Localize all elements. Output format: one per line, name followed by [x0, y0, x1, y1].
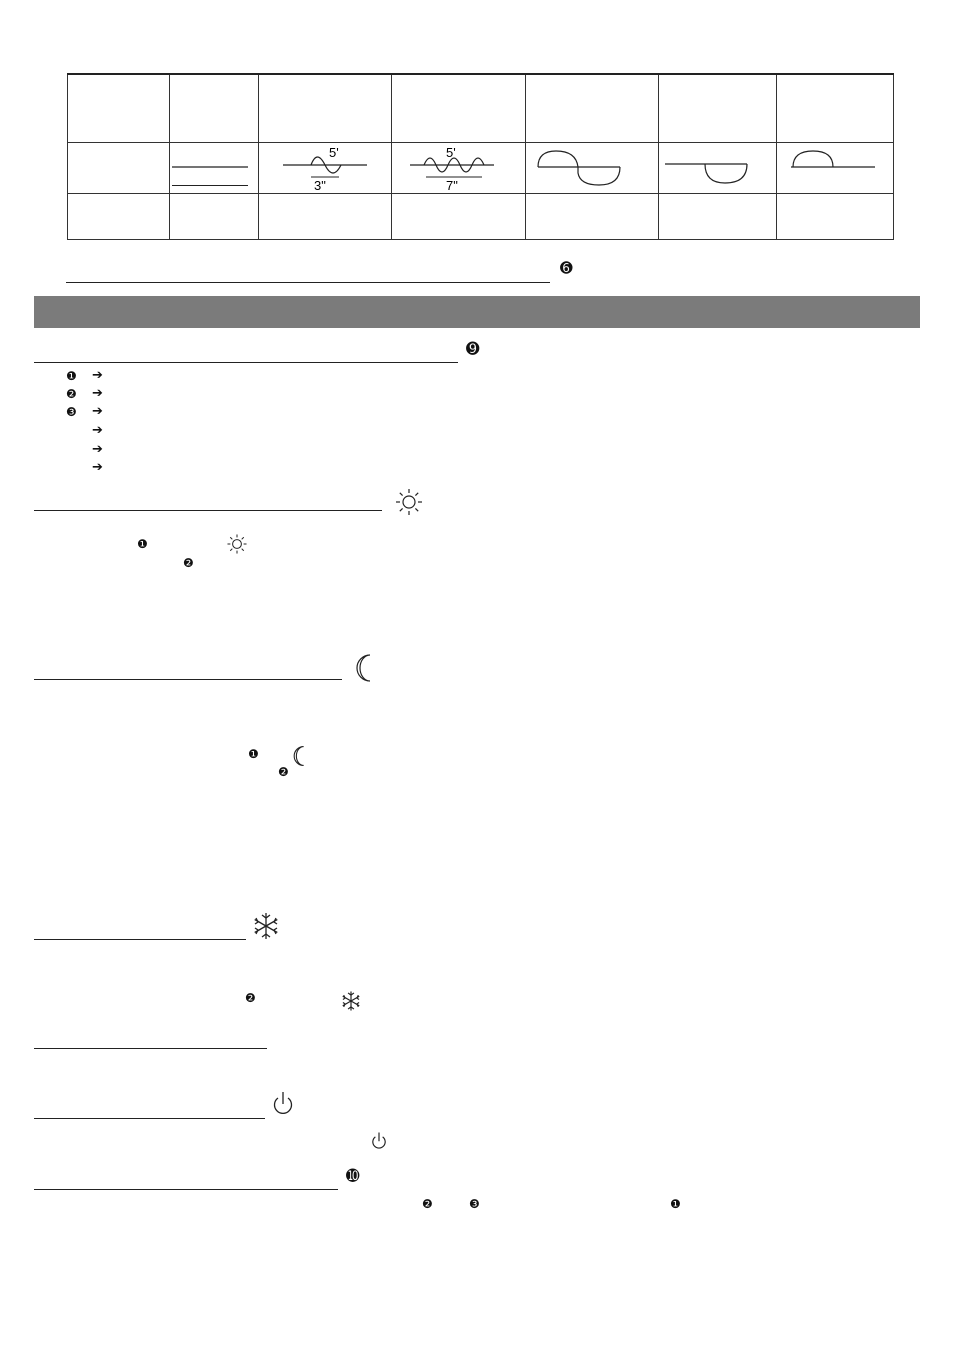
step-marker-2: ❷: [422, 1197, 433, 1211]
section-heading-underline: [34, 939, 246, 940]
table-cell: [259, 193, 392, 239]
table-header-cell: [659, 74, 777, 142]
section-heading-underline: [34, 679, 342, 680]
table-header-cell: [170, 74, 259, 142]
section-ref-marker: ➓: [346, 1166, 360, 1185]
arrow-icon: ➔: [92, 442, 103, 457]
arrow-icon: ➔: [92, 460, 103, 475]
table-header-cell: [68, 74, 170, 142]
step-marker-1: ❶: [248, 747, 259, 761]
step-marker-3: ❸: [66, 405, 77, 419]
section-heading-underline: [34, 1118, 265, 1119]
section-heading-underline: [34, 1189, 338, 1190]
moon-icon: [292, 745, 308, 767]
table-header-cell: [526, 74, 659, 142]
table-row-label-cell: [68, 142, 170, 193]
wave-bottom-label: 7": [446, 177, 458, 193]
step-marker-2: ❷: [278, 765, 289, 779]
wave-5-3-pattern: [259, 143, 392, 193]
section-heading-underline: [34, 1048, 267, 1049]
wave-bottom-label: 3": [314, 177, 326, 193]
table-cell: [659, 193, 777, 239]
sun-icon: [226, 533, 248, 555]
table-cell: [170, 193, 259, 239]
section-heading-underline: [34, 362, 458, 363]
step-marker-2: ❷: [183, 556, 194, 570]
table-header-cell: [777, 74, 894, 142]
step-marker-1: ❶: [66, 369, 77, 383]
section-ref-marker: ➒: [466, 339, 480, 358]
step-marker-1: ❶: [670, 1197, 681, 1211]
arrow-icon: ➔: [92, 386, 103, 401]
table-caption-underline: [66, 282, 550, 283]
pattern-full-wave-cell: [526, 142, 659, 193]
table-cell: [777, 193, 894, 239]
power-icon: [272, 1090, 294, 1116]
snowflake-icon: [340, 990, 362, 1012]
step-marker-2: ❷: [66, 387, 77, 401]
sun-icon: [394, 487, 424, 517]
section-heading-underline: [34, 510, 382, 511]
wave-top-label: 5': [329, 144, 339, 160]
wave-top-label: 5': [446, 144, 456, 160]
arrow-icon: ➔: [92, 404, 103, 419]
crest-pattern: [777, 143, 894, 193]
table-header-cell: [259, 74, 392, 142]
moon-icon: [354, 653, 376, 683]
wave-5-7-pattern: [392, 143, 526, 193]
step-marker-1: ❶: [137, 537, 148, 551]
table-ref-marker: ➏: [560, 259, 573, 277]
pattern-crest-cell: [777, 142, 894, 193]
table-cell: [392, 193, 526, 239]
pattern-trough-cell: [659, 142, 777, 193]
arrow-icon: ➔: [92, 423, 103, 438]
snowflake-icon: [251, 911, 281, 941]
pattern-wave-5-3-cell: [259, 142, 392, 193]
arrow-icon: ➔: [92, 368, 103, 383]
section-banner: [34, 296, 920, 328]
wave-pattern-table: [67, 73, 894, 240]
step-marker-2: ❷: [245, 991, 256, 1005]
table-header-cell: [392, 74, 526, 142]
step-marker-3: ❸: [469, 1197, 480, 1211]
pattern-wave-5-7-cell: [392, 142, 526, 193]
table-cell: [526, 193, 659, 239]
trough-pattern: [659, 143, 777, 193]
full-wave-pattern: [526, 143, 659, 193]
power-icon: [371, 1131, 387, 1150]
flat-line-pattern-lower: [172, 185, 248, 186]
table-cell: [68, 193, 170, 239]
